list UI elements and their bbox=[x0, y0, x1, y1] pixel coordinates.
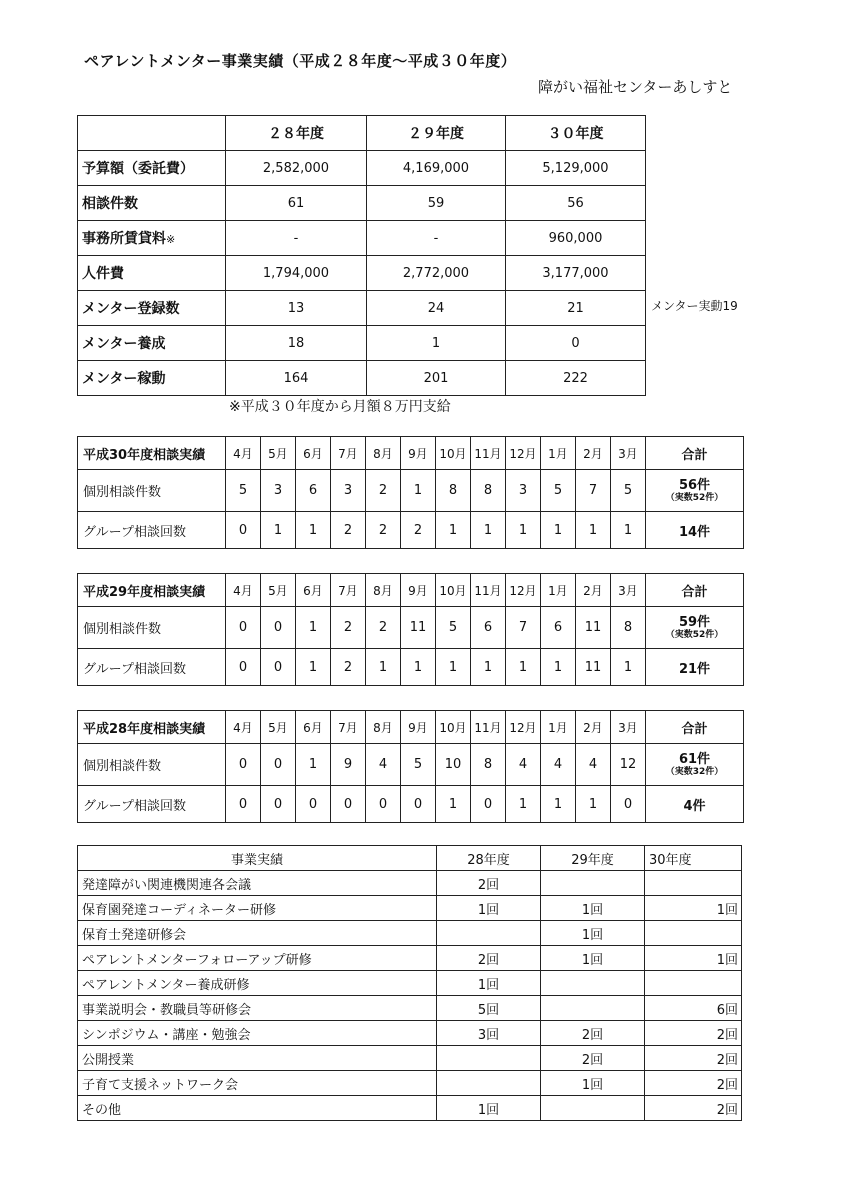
summary-header-h28: ２８年度 bbox=[226, 116, 367, 151]
month-header: 8月 bbox=[366, 574, 401, 607]
note-mark: ※ bbox=[166, 233, 176, 246]
month-header: 5月 bbox=[261, 437, 296, 470]
month-header: 2月 bbox=[576, 711, 611, 744]
month-value: 5 bbox=[541, 470, 576, 512]
month-value: 1 bbox=[436, 512, 471, 549]
summary-cell: 21 bbox=[506, 291, 646, 326]
month-value: 10 bbox=[436, 744, 471, 786]
summary-cell: 3,177,000 bbox=[506, 256, 646, 291]
business-header-row bbox=[78, 846, 742, 871]
summary-header-h29: ２９年度 bbox=[367, 116, 506, 151]
month-value: 7 bbox=[506, 607, 541, 649]
summary-cell: 13 bbox=[226, 291, 367, 326]
total-cell: 21件 bbox=[646, 649, 744, 686]
monthly-header-row bbox=[78, 437, 744, 470]
summary-header-blank bbox=[78, 116, 226, 151]
month-header: 8月 bbox=[366, 437, 401, 470]
business-count-h30: 2回 bbox=[645, 1021, 742, 1046]
summary-row-consultations bbox=[78, 186, 646, 221]
month-header: 4月 bbox=[226, 711, 261, 744]
business-count-h30 bbox=[645, 871, 742, 896]
month-value: 1 bbox=[506, 786, 541, 823]
month-value: 3 bbox=[261, 470, 296, 512]
month-header: 11月 bbox=[471, 574, 506, 607]
summary-row-label: メンター養成 bbox=[78, 326, 226, 361]
business-count-h28 bbox=[437, 921, 541, 946]
month-value: 3 bbox=[506, 470, 541, 512]
business-count-h30 bbox=[645, 971, 742, 996]
business-item: 事業説明会・教職員等研修会 bbox=[78, 996, 437, 1021]
month-value: 4 bbox=[576, 744, 611, 786]
total-actual: （実数52件） bbox=[665, 493, 724, 503]
business-count-h30: 2回 bbox=[645, 1096, 742, 1121]
business-row bbox=[78, 896, 742, 921]
mentor-active-note: メンター実動19 bbox=[651, 299, 738, 313]
summary-row-label: メンター登録数 bbox=[78, 291, 226, 326]
month-header: 1月 bbox=[541, 574, 576, 607]
business-item: 発達障がい関連機関連各会議 bbox=[78, 871, 437, 896]
month-value: 1 bbox=[471, 512, 506, 549]
business-count-h29 bbox=[541, 871, 645, 896]
summary-cell: 56 bbox=[506, 186, 646, 221]
month-header: 10月 bbox=[436, 437, 471, 470]
month-header: 9月 bbox=[401, 437, 436, 470]
month-value: 2 bbox=[366, 512, 401, 549]
month-value: 3 bbox=[331, 470, 366, 512]
individual-consultation-row bbox=[78, 744, 744, 786]
business-item: シンポジウム・講座・勉強会 bbox=[78, 1021, 437, 1046]
month-header: 3月 bbox=[611, 574, 646, 607]
summary-cell: - bbox=[226, 221, 367, 256]
summary-row-rent bbox=[78, 221, 646, 256]
month-value: 9 bbox=[331, 744, 366, 786]
business-item: 公開授業 bbox=[78, 1046, 437, 1071]
month-value: 2 bbox=[366, 470, 401, 512]
month-value: 1 bbox=[576, 786, 611, 823]
month-value: 7 bbox=[576, 470, 611, 512]
month-header: 10月 bbox=[436, 711, 471, 744]
month-header: 7月 bbox=[331, 574, 366, 607]
monthly-table-h30 bbox=[77, 436, 744, 549]
month-header: 2月 bbox=[576, 437, 611, 470]
month-header: 11月 bbox=[471, 437, 506, 470]
month-header: 3月 bbox=[611, 711, 646, 744]
summary-cell: 4,169,000 bbox=[367, 151, 506, 186]
organization-name: 障がい福祉センターあしすと bbox=[538, 78, 733, 96]
month-value: 4 bbox=[541, 744, 576, 786]
business-count-h28: 1回 bbox=[437, 896, 541, 921]
total-header: 合計 bbox=[646, 574, 744, 607]
month-value: 8 bbox=[471, 744, 506, 786]
month-value: 1 bbox=[541, 786, 576, 823]
summary-cell: 0 bbox=[506, 326, 646, 361]
business-header-h29: 29年度 bbox=[541, 846, 645, 871]
page-title: ペアレントメンター事業実績（平成２８年度～平成３０年度） bbox=[84, 52, 517, 70]
month-value: 1 bbox=[436, 786, 471, 823]
month-header: 3月 bbox=[611, 437, 646, 470]
business-row bbox=[78, 1071, 742, 1096]
summary-header-row bbox=[78, 116, 646, 151]
individual-consultation-row bbox=[78, 607, 744, 649]
month-header: 6月 bbox=[296, 437, 331, 470]
month-header: 4月 bbox=[226, 437, 261, 470]
business-item: 保育園発達コーディネーター研修 bbox=[78, 896, 437, 921]
month-value: 4 bbox=[366, 744, 401, 786]
summary-row-label: 人件費 bbox=[78, 256, 226, 291]
month-value: 0 bbox=[471, 786, 506, 823]
business-count-h30: 6回 bbox=[645, 996, 742, 1021]
business-header-item: 事業実績 bbox=[78, 846, 437, 871]
business-row bbox=[78, 1096, 742, 1121]
monthly-header-row bbox=[78, 574, 744, 607]
month-value: 6 bbox=[296, 470, 331, 512]
month-value: 0 bbox=[226, 649, 261, 686]
business-item: その他 bbox=[78, 1096, 437, 1121]
summary-cell: 201 bbox=[367, 361, 506, 396]
summary-row-label-text: 事務所賃貸料 bbox=[82, 231, 166, 247]
total-header: 合計 bbox=[646, 711, 744, 744]
total-cell: 4件 bbox=[646, 786, 744, 823]
total-cell: 14件 bbox=[646, 512, 744, 549]
row-label: グループ相談回数 bbox=[78, 786, 226, 823]
month-value: 6 bbox=[471, 607, 506, 649]
month-value: 0 bbox=[331, 786, 366, 823]
month-value: 2 bbox=[331, 649, 366, 686]
total-cell bbox=[646, 607, 744, 649]
summary-row-label bbox=[78, 221, 226, 256]
summary-cell: 1 bbox=[367, 326, 506, 361]
individual-consultation-row bbox=[78, 470, 744, 512]
business-row bbox=[78, 871, 742, 896]
month-value: 2 bbox=[331, 512, 366, 549]
summary-row-personnel bbox=[78, 256, 646, 291]
month-value: 8 bbox=[436, 470, 471, 512]
month-header: 1月 bbox=[541, 437, 576, 470]
summary-cell: 5,129,000 bbox=[506, 151, 646, 186]
summary-header-h30: ３０年度 bbox=[506, 116, 646, 151]
summary-row-mentor-registered bbox=[78, 291, 646, 326]
month-value: 0 bbox=[226, 744, 261, 786]
business-row bbox=[78, 1046, 742, 1071]
business-count-h28: 2回 bbox=[437, 871, 541, 896]
group-consultation-row bbox=[78, 786, 744, 823]
monthly-header-row bbox=[78, 711, 744, 744]
business-count-h28: 3回 bbox=[437, 1021, 541, 1046]
month-header: 1月 bbox=[541, 711, 576, 744]
month-value: 1 bbox=[261, 512, 296, 549]
month-value: 1 bbox=[541, 512, 576, 549]
total-header: 合計 bbox=[646, 437, 744, 470]
summary-cell: 24 bbox=[367, 291, 506, 326]
row-label: 個別相談件数 bbox=[78, 744, 226, 786]
summary-cell: 222 bbox=[506, 361, 646, 396]
month-value: 4 bbox=[506, 744, 541, 786]
month-value: 0 bbox=[296, 786, 331, 823]
business-row bbox=[78, 1021, 742, 1046]
summary-row-mentor-activity bbox=[78, 361, 646, 396]
month-value: 1 bbox=[506, 649, 541, 686]
business-count-h28 bbox=[437, 1071, 541, 1096]
total-value: 56件 bbox=[678, 478, 711, 493]
month-value: 0 bbox=[261, 744, 296, 786]
monthly-table-h29 bbox=[77, 573, 744, 686]
month-header: 9月 bbox=[401, 574, 436, 607]
business-row bbox=[78, 921, 742, 946]
summary-cell: 1,794,000 bbox=[226, 256, 367, 291]
month-header: 12月 bbox=[506, 711, 541, 744]
month-value: 0 bbox=[226, 607, 261, 649]
business-header-h30: 30年度 bbox=[645, 846, 742, 871]
month-value: 1 bbox=[401, 649, 436, 686]
month-value: 0 bbox=[226, 786, 261, 823]
row-label: 個別相談件数 bbox=[78, 470, 226, 512]
business-count-h29: 1回 bbox=[541, 896, 645, 921]
summary-row-label: 相談件数 bbox=[78, 186, 226, 221]
group-consultation-row bbox=[78, 649, 744, 686]
month-header: 12月 bbox=[506, 437, 541, 470]
row-label: グループ相談回数 bbox=[78, 649, 226, 686]
month-value: 1 bbox=[576, 512, 611, 549]
summary-cell: - bbox=[367, 221, 506, 256]
business-item: ペアレントメンターフォローアップ研修 bbox=[78, 946, 437, 971]
business-count-h29: 2回 bbox=[541, 1021, 645, 1046]
summary-cell: 61 bbox=[226, 186, 367, 221]
business-count-h30: 2回 bbox=[645, 1071, 742, 1096]
business-count-h29: 1回 bbox=[541, 1071, 645, 1096]
month-value: 5 bbox=[226, 470, 261, 512]
business-count-h29 bbox=[541, 996, 645, 1021]
month-value: 2 bbox=[401, 512, 436, 549]
summary-cell: 164 bbox=[226, 361, 367, 396]
total-actual: （実数32件） bbox=[665, 767, 724, 777]
month-header: 7月 bbox=[331, 437, 366, 470]
monthly-table-title: 平成30年度相談実績 bbox=[78, 437, 226, 470]
month-header: 6月 bbox=[296, 574, 331, 607]
month-value: 1 bbox=[401, 470, 436, 512]
business-row bbox=[78, 946, 742, 971]
month-value: 8 bbox=[471, 470, 506, 512]
month-value: 1 bbox=[541, 649, 576, 686]
business-count-h28: 1回 bbox=[437, 971, 541, 996]
total-value: 59件 bbox=[678, 615, 711, 630]
business-item: ペアレントメンター養成研修 bbox=[78, 971, 437, 996]
summary-table bbox=[77, 115, 646, 396]
group-consultation-row bbox=[78, 512, 744, 549]
month-value: 1 bbox=[506, 512, 541, 549]
month-value: 8 bbox=[611, 607, 646, 649]
month-value: 5 bbox=[436, 607, 471, 649]
summary-footnote: ※平成３０年度から月額８万円支給 bbox=[229, 399, 451, 415]
month-value: 0 bbox=[261, 649, 296, 686]
summary-cell: 18 bbox=[226, 326, 367, 361]
month-value: 0 bbox=[261, 607, 296, 649]
business-count-h28: 2回 bbox=[437, 946, 541, 971]
total-cell bbox=[646, 744, 744, 786]
business-count-h30 bbox=[645, 921, 742, 946]
month-header: 4月 bbox=[226, 574, 261, 607]
month-value: 1 bbox=[436, 649, 471, 686]
business-count-h30: 1回 bbox=[645, 946, 742, 971]
business-count-h29: 2回 bbox=[541, 1046, 645, 1071]
month-value: 11 bbox=[576, 649, 611, 686]
business-count-h28: 5回 bbox=[437, 996, 541, 1021]
business-count-h29 bbox=[541, 1096, 645, 1121]
total-cell bbox=[646, 470, 744, 512]
summary-row-label: 予算額（委託費） bbox=[78, 151, 226, 186]
month-header: 8月 bbox=[366, 711, 401, 744]
total-actual: （実数52件） bbox=[665, 630, 724, 640]
business-count-h29 bbox=[541, 971, 645, 996]
summary-cell: 2,772,000 bbox=[367, 256, 506, 291]
business-count-h30: 2回 bbox=[645, 1046, 742, 1071]
month-value: 1 bbox=[296, 744, 331, 786]
business-count-h30: 1回 bbox=[645, 896, 742, 921]
business-count-h28 bbox=[437, 1046, 541, 1071]
month-value: 1 bbox=[471, 649, 506, 686]
month-value: 1 bbox=[611, 512, 646, 549]
month-value: 1 bbox=[296, 512, 331, 549]
business-row bbox=[78, 996, 742, 1021]
month-value: 2 bbox=[366, 607, 401, 649]
month-header: 7月 bbox=[331, 711, 366, 744]
month-value: 12 bbox=[611, 744, 646, 786]
month-value: 1 bbox=[611, 649, 646, 686]
month-value: 1 bbox=[296, 649, 331, 686]
business-header-h28: 28年度 bbox=[437, 846, 541, 871]
business-item: 保育士発達研修会 bbox=[78, 921, 437, 946]
month-header: 6月 bbox=[296, 711, 331, 744]
month-value: 11 bbox=[576, 607, 611, 649]
month-value: 6 bbox=[541, 607, 576, 649]
month-value: 1 bbox=[296, 607, 331, 649]
summary-cell: 960,000 bbox=[506, 221, 646, 256]
month-value: 0 bbox=[401, 786, 436, 823]
month-header: 12月 bbox=[506, 574, 541, 607]
summary-row-budget bbox=[78, 151, 646, 186]
month-header: 10月 bbox=[436, 574, 471, 607]
business-results-table bbox=[77, 845, 742, 1121]
summary-row-mentor-training bbox=[78, 326, 646, 361]
summary-row-label: メンター稼動 bbox=[78, 361, 226, 396]
summary-cell: 59 bbox=[367, 186, 506, 221]
summary-cell: 2,582,000 bbox=[226, 151, 367, 186]
month-value: 0 bbox=[226, 512, 261, 549]
total-value: 61件 bbox=[678, 752, 711, 767]
month-value: 2 bbox=[331, 607, 366, 649]
monthly-table-title: 平成29年度相談実績 bbox=[78, 574, 226, 607]
business-count-h29: 1回 bbox=[541, 921, 645, 946]
month-value: 5 bbox=[401, 744, 436, 786]
month-header: 11月 bbox=[471, 711, 506, 744]
monthly-table-h28 bbox=[77, 710, 744, 823]
month-header: 9月 bbox=[401, 711, 436, 744]
business-count-h28: 1回 bbox=[437, 1096, 541, 1121]
month-header: 2月 bbox=[576, 574, 611, 607]
row-label: 個別相談件数 bbox=[78, 607, 226, 649]
month-value: 5 bbox=[611, 470, 646, 512]
month-value: 0 bbox=[261, 786, 296, 823]
business-item: 子育て支援ネットワーク会 bbox=[78, 1071, 437, 1096]
monthly-table-title: 平成28年度相談実績 bbox=[78, 711, 226, 744]
row-label: グループ相談回数 bbox=[78, 512, 226, 549]
month-value: 11 bbox=[401, 607, 436, 649]
month-value: 0 bbox=[366, 786, 401, 823]
month-value: 1 bbox=[366, 649, 401, 686]
month-header: 5月 bbox=[261, 574, 296, 607]
month-header: 5月 bbox=[261, 711, 296, 744]
business-count-h29: 1回 bbox=[541, 946, 645, 971]
business-row bbox=[78, 971, 742, 996]
month-value: 0 bbox=[611, 786, 646, 823]
